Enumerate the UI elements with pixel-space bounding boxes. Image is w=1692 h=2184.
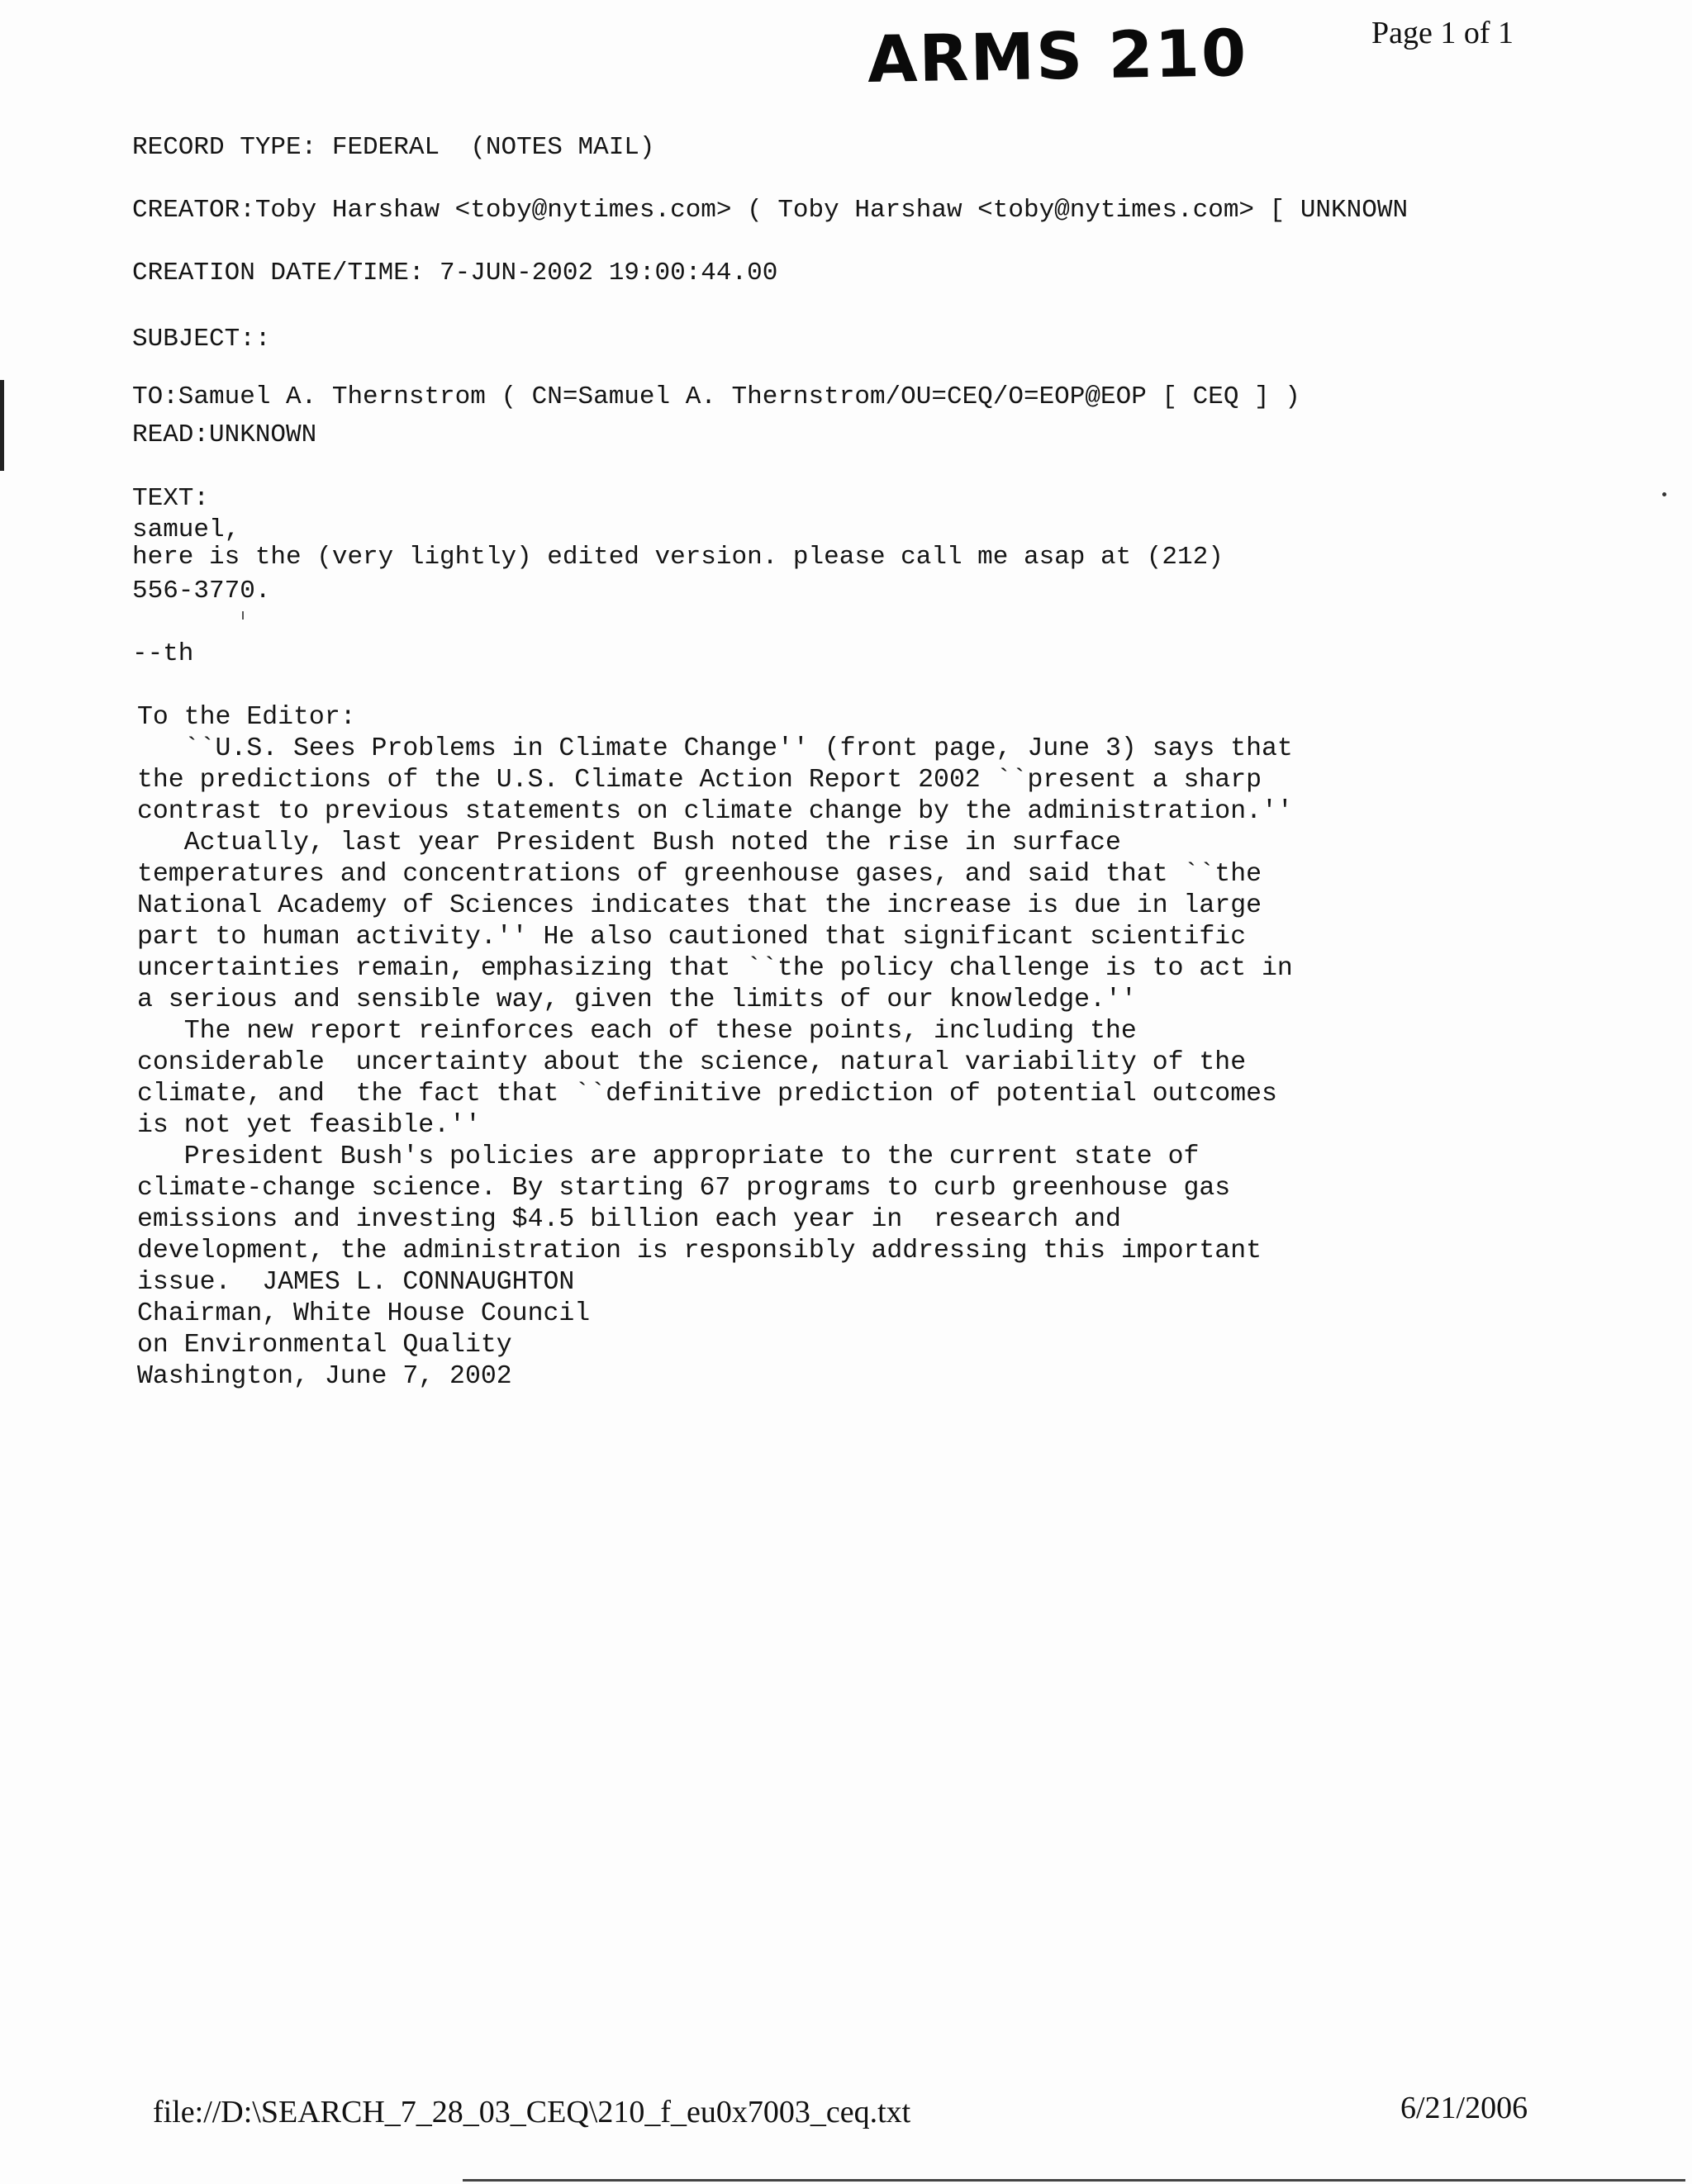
letter-line: is not yet feasible.'' (137, 1111, 481, 1140)
note-body-line: here is the (very lightly) edited version. please call me asap at (212) (132, 543, 1224, 572)
letter-line: President Bush's policies are appropriate to the current state of (137, 1142, 1200, 1171)
letter-line: part to human activity.'' He also cautioned that significant scientific (137, 923, 1247, 952)
creator-line: CREATOR:Toby Harshaw <toby@nytimes.com> ( Toby Harshaw <toby@nytimes.com> [ UNKNOWN (132, 196, 1409, 225)
letter-line: development, the administration is responsibly addressing this important (137, 1237, 1262, 1265)
scan-speck (1662, 492, 1666, 496)
footer-file-path: file://D:\SEARCH_7_28_03_CEQ\210_f_eu0x7003_ceq.txt (153, 2095, 911, 2129)
footer-date: 6/21/2006 (1400, 2091, 1528, 2125)
scan-bottom-edge (463, 2179, 1685, 2182)
letter-dateline: Washington, June 7, 2002 (137, 1362, 512, 1391)
letter-title-line: Chairman, White House Council (137, 1299, 591, 1328)
letter-line: the predictions of the U.S. Climate Action Report 2002 ``present a sharp (137, 766, 1262, 795)
letter-line: To the Editor: (137, 703, 356, 732)
letter-line: climate-change science. By starting 67 programs to curb greenhouse gas (137, 1174, 1231, 1203)
page-number: Page 1 of 1 (1371, 16, 1514, 50)
subject-line: SUBJECT:: (132, 325, 271, 354)
note-signoff: --th (132, 639, 194, 668)
letter-line: temperatures and concentrations of greenhouse gases, and said that ``the (137, 860, 1262, 889)
scan-edge-mark (0, 380, 4, 471)
letter-title-line: on Environmental Quality (137, 1331, 512, 1360)
creation-date: CREATION DATE/TIME: 7-JUN-2002 19:00:44.00 (132, 259, 778, 287)
note-phone-line: 556-3770. (132, 577, 271, 605)
letter-line: The new report reinforces each of these points, including the (137, 1017, 1137, 1046)
letter-body (137, 702, 1293, 1393)
letter-line: ``U.S. Sees Problems in Climate Change'' (front page, June 3) says that (137, 734, 1293, 763)
letter-line: Actually, last year President Bush noted the rise in surface (137, 828, 1121, 857)
text-label: TEXT: (132, 484, 210, 513)
record-type: RECORD TYPE: FEDERAL (NOTES MAIL) (132, 133, 655, 162)
scan-speck (242, 611, 244, 620)
read-line: READ:UNKNOWN (132, 420, 317, 449)
note-greeting: samuel, (132, 515, 240, 544)
letter-line: uncertainties remain, emphasizing that ``the policy challenge is to act in (137, 954, 1293, 983)
letter-line: contrast to previous statements on climate change by the administration.'' (137, 797, 1293, 826)
letter-line: considerable uncertainty about the science, natural variability of the (137, 1048, 1247, 1077)
to-line: TO:Samuel A. Thernstrom ( CN=Samuel A. Thernstrom/OU=CEQ/O=EOP@EOP [ CEQ ] ) (132, 382, 1300, 411)
letter-line: National Academy of Sciences indicates that the increase is due in large (137, 891, 1262, 920)
letter-signature-line: issue. JAMES L. CONNAUGHTON (137, 1268, 575, 1297)
letter-line: climate, and the fact that ``definitive prediction of potential outcomes (137, 1080, 1277, 1109)
letter-line: emissions and investing $4.5 billion each year in research and (137, 1205, 1121, 1234)
letter-line: a serious and sensible way, given the limits of our knowledge.'' (137, 985, 1137, 1014)
handwritten-stamp: ARMS 210 (867, 16, 1248, 98)
